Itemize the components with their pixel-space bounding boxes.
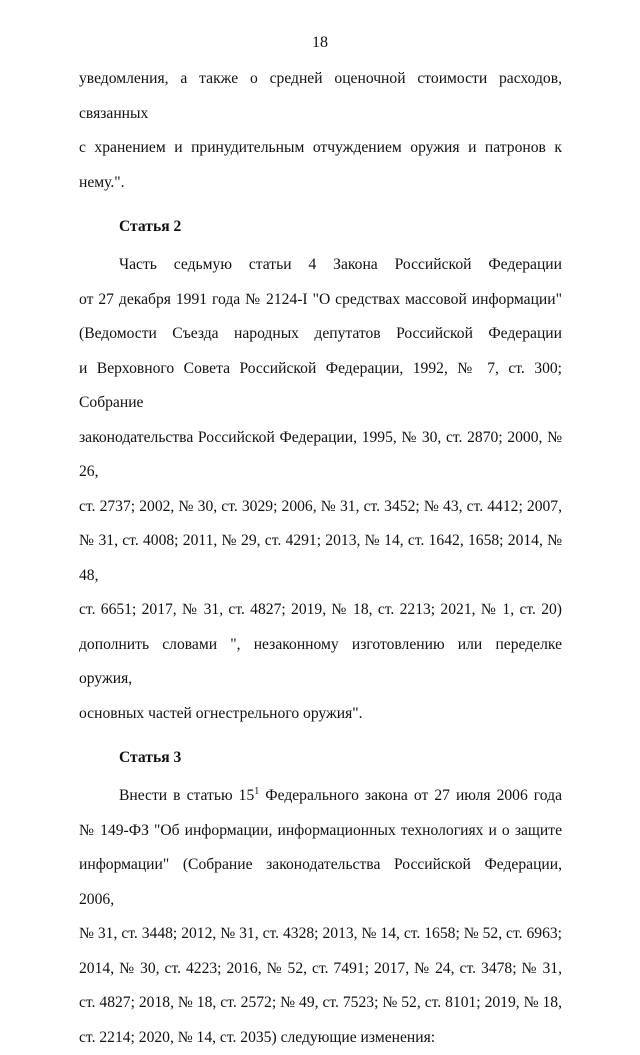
text-line: и Верховного Совета Российской Федерации, 1992, № 7, ст. 300; Собрание (79, 352, 562, 421)
text-line: (Ведомости Съезда народных депутатов Российской Федерации (79, 317, 562, 352)
document-body (79, 62, 562, 1055)
text-line: ст. 4827; 2018, № 18, ст. 2572; № 49, ст. 7523; № 52, ст. 8101; 2019, № 18, (79, 986, 562, 1021)
text-fragment: Внести в статью 15 (119, 787, 254, 804)
text-line: законодательства Российской Федерации, 1995, № 30, ст. 2870; 2000, № 26, (79, 421, 562, 490)
article-2-heading: Статья 2 (79, 216, 562, 238)
text-line: информации" (Собрание законодательства Российской Федерации, 2006, (79, 848, 562, 917)
text-line: дополнить словами ", незаконному изготовлению или переделке оружия, (79, 628, 562, 697)
page-number: 18 (0, 33, 640, 53)
text-line: № 31, ст. 4008; 2011, № 29, ст. 4291; 2013, № 14, ст. 1642, 1658; 2014, № 48, (79, 524, 562, 593)
article-2-paragraph (79, 248, 562, 731)
text-line: с хранением и принудительным отчуждением оружия и патронов к нему.". (79, 131, 562, 200)
text-line: от 27 декабря 1991 года № 2124-I "О средствах массовой информации" (79, 283, 562, 318)
text-line: ст. 6651; 2017, № 31, ст. 4827; 2019, № 18, ст. 2213; 2021, № 1, ст. 20) (79, 593, 562, 628)
text-line: № 149-ФЗ "Об информации, информационных технологиях и о защите (79, 814, 562, 849)
superscript-number: 1 (254, 786, 259, 797)
text-line: ст. 2214; 2020, № 14, ст. 2035) следующие изменения: (79, 1021, 562, 1055)
text-line: 2014, № 30, ст. 4223; 2016, № 52, ст. 7491; 2017, № 24, ст. 3478; № 31, (79, 952, 562, 987)
text-line: уведомления, а также о средней оценочной стоимости расходов, связанных (79, 62, 562, 131)
article-3-paragraph (79, 779, 562, 1055)
article-3-heading: Статья 3 (79, 747, 562, 769)
text-line: основных частей огнестрельного оружия". (79, 697, 562, 732)
text-fragment: Федерального закона от 27 июля 2006 года (259, 787, 562, 804)
text-line: Часть седьмую статьи 4 Закона Российской Федерации (79, 248, 562, 283)
text-line: ст. 2737; 2002, № 30, ст. 3029; 2006, № 31, ст. 3452; № 43, ст. 4412; 2007, (79, 490, 562, 525)
continuation-paragraph (79, 62, 562, 200)
text-line (79, 779, 562, 814)
text-line: № 31, ст. 3448; 2012, № 31, ст. 4328; 2013, № 14, ст. 1658; № 52, ст. 6963; (79, 917, 562, 952)
